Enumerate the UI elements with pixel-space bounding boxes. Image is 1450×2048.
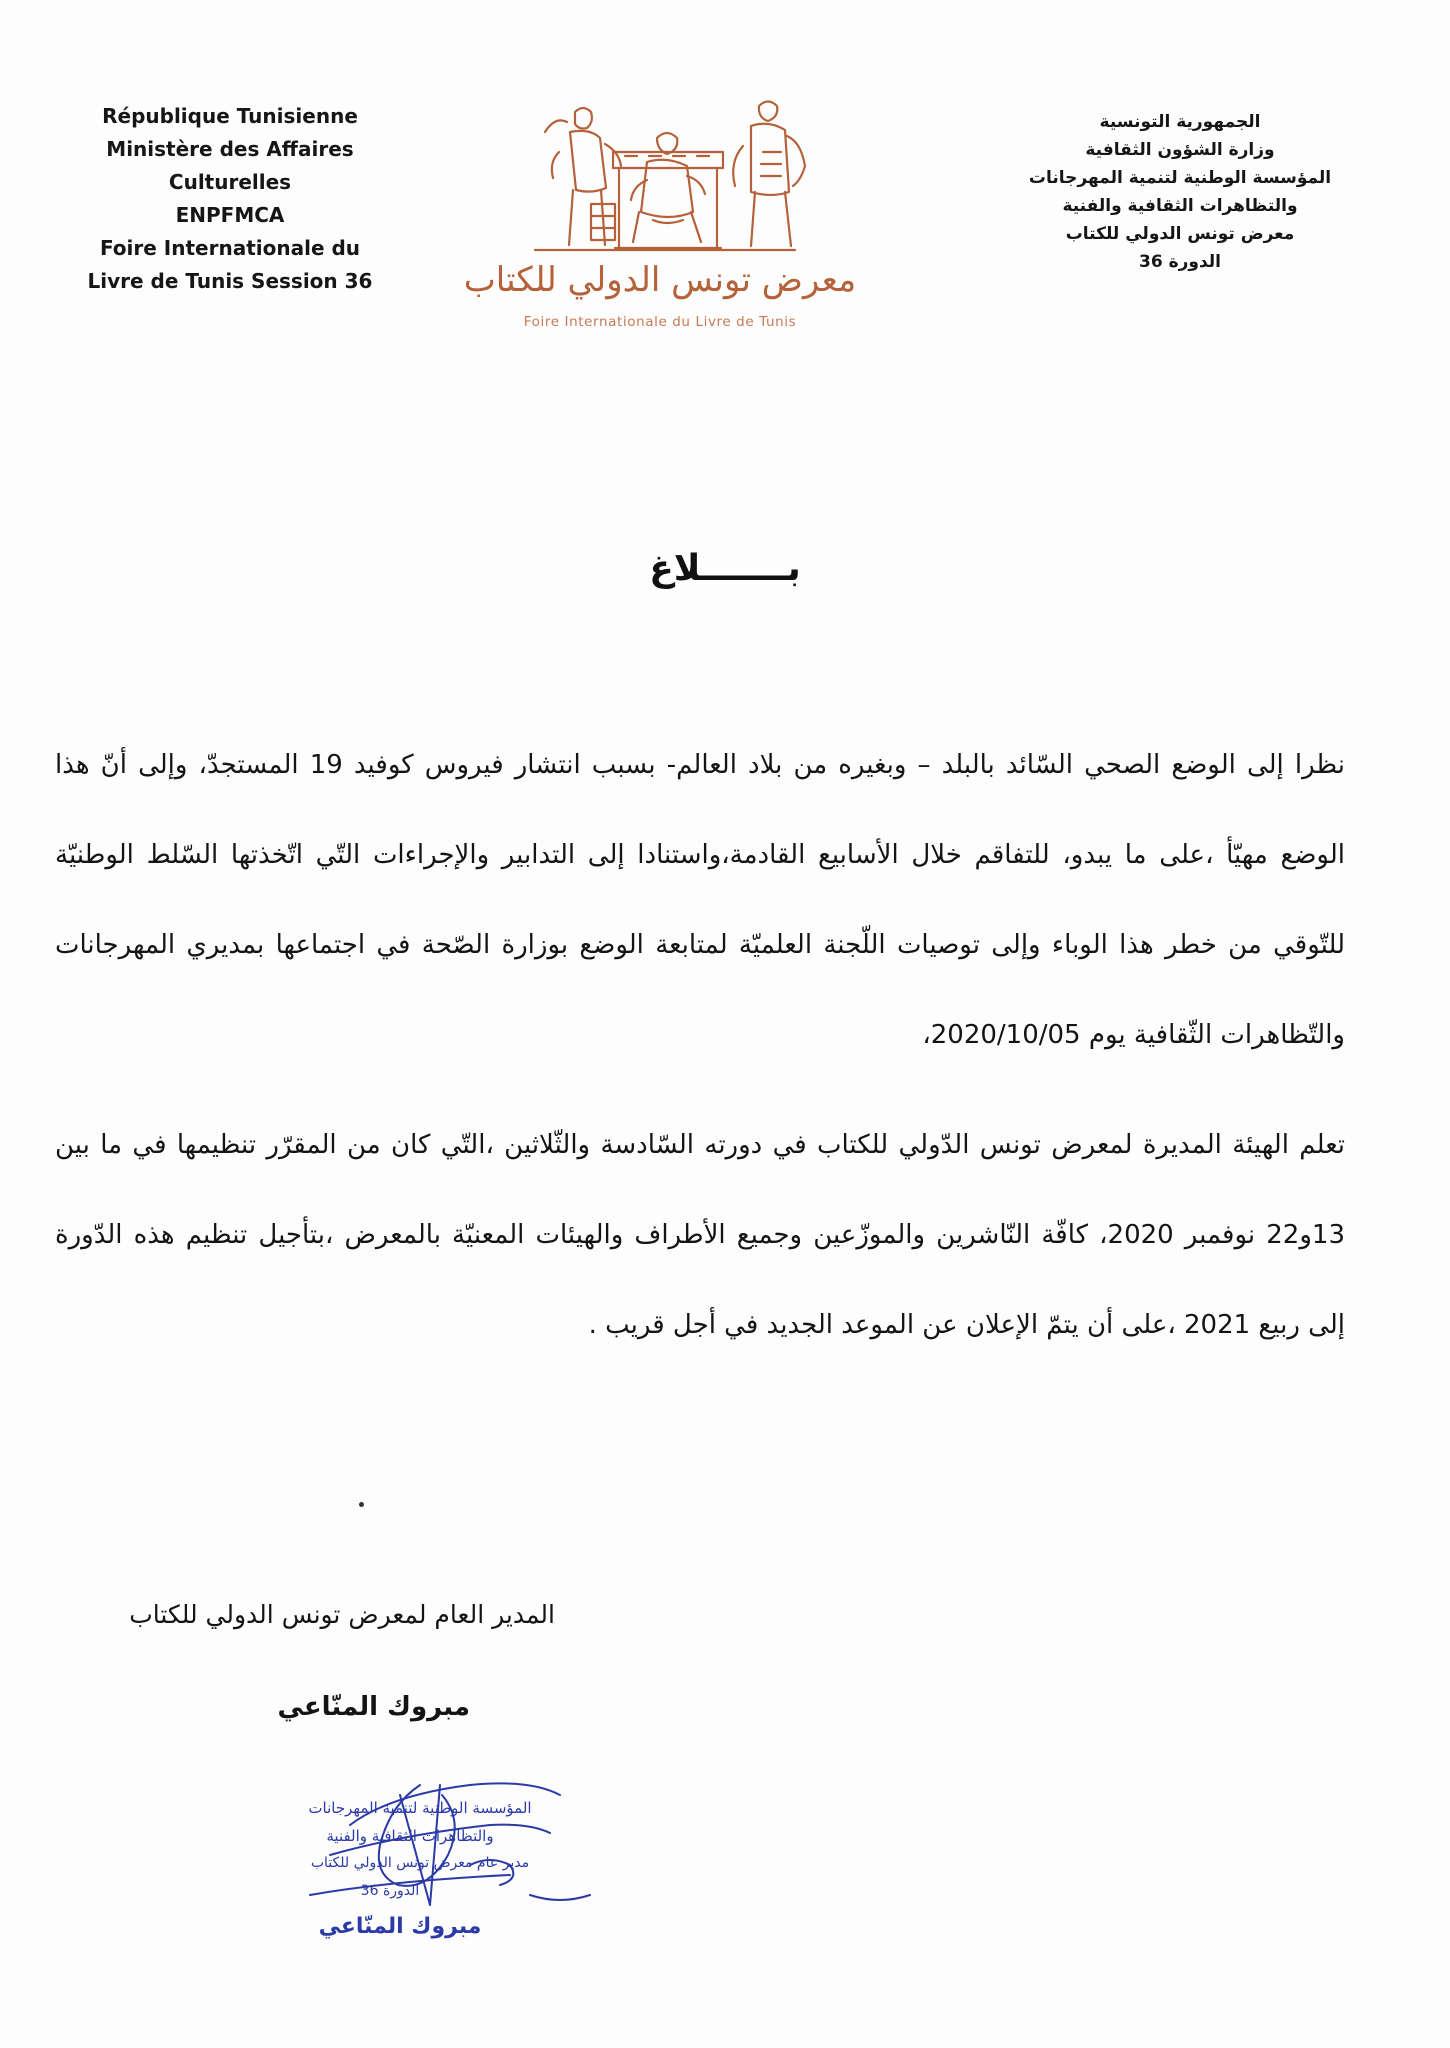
header-arabic-block: [1010, 108, 1350, 276]
header-arabic-line: معرض تونس الدولي للكتاب: [1065, 224, 1295, 244]
paragraph-text: نظرا إلى الوضع الصحي السّائد بالبلد – وبغيره من بلاد العالم- بسبب انتشار فيروس كوفيد 19 المستجدّ، وإلى أنّ هذا الوضع مهيّأ ،على ما يبدو، للتفاقم خلال الأسابيع القادمة،واستنادا إلى التدابير والإجراءات التّي اتّخذتها السّلط الوطنيّة للتّوقي من خطر هذا الوباء وإلى توصيات اللّجنة العلميّة لمتابعة الوضع بوزارة الصّحة في اجتماعها بمديري المهرجانات والتّظاهرات الثّقافية يوم 2020/10/05،: [55, 750, 1345, 1050]
body-paragraph-2: [55, 1100, 1345, 1370]
body-paragraph-1: [55, 720, 1345, 1080]
header-french-line: Culturelles: [168, 170, 292, 194]
header-french-line: ENPFMCA: [175, 203, 285, 227]
header-french-line: Ministère des Affaires: [106, 137, 354, 161]
book-fair-logo: [425, 92, 895, 342]
stray-mark: [359, 1502, 364, 1507]
header-french-block: [70, 100, 390, 298]
logo-arabic-wordmark: معرض تونس الدولي للكتاب: [463, 260, 857, 300]
paragraph-text: تعلم الهيئة المديرة لمعرض تونس الدّولي للكتاب في دورته السّادسة والثّلاثين ،التّي كان من المقرّر تنظيمها في ما بين 13و22 نوفمبر 2020، كافّة النّاشرين والموزّعين وجميع الأطراف والهيئات المعنيّة بالمعرض ،بتأجيل تنظيم هذه الدّورة إلى ربيع 2021 ،على أن يتمّ الإعلان عن الموعد الجديد في أجل قريب .: [55, 1130, 1345, 1340]
header-arabic-line: والتظاهرات الثقافية والفنية: [1062, 196, 1298, 216]
header-french-line: Foire Internationale du: [99, 236, 361, 260]
logo-figures-illustration: [425, 92, 895, 262]
logo-french-caption: Foire Internationale du Livre de Tunis: [523, 314, 797, 330]
stamp-text-line: والتظاهرات الثقافية والفنية: [326, 1827, 494, 1845]
director-name: مبروك المنّاعي: [277, 1692, 470, 1722]
stamp-text-line: مبروك المنّاعي: [318, 1914, 482, 1939]
official-stamp-signature: [150, 1755, 650, 1965]
header-french-line: République Tunisienne: [102, 104, 358, 128]
director-title: المدير العام لمعرض تونس الدولي للكتاب: [129, 1600, 555, 1629]
header-arabic-line: المؤسسة الوطنية لتنمية المهرجانات: [1028, 168, 1332, 188]
stamp-text-line: مدير عام معرض تونس الدولي للكتاب: [310, 1855, 530, 1871]
header-arabic-line: الجمهورية التونسية: [1099, 112, 1261, 132]
header-arabic-line: وزارة الشؤون الثقافية: [1085, 140, 1275, 160]
stamp-text-line: المؤسسة الوطنية لتنمية المهرجانات: [308, 1799, 532, 1817]
stamp-signature-graphic: [150, 1755, 650, 1965]
announcement-title: بـــــــلاغ: [649, 548, 801, 589]
header-arabic-line: الدورة 36: [1138, 252, 1221, 272]
stamp-text-line: الدورة 36: [360, 1883, 420, 1899]
header-french-line: Livre de Tunis Session 36: [87, 269, 373, 293]
